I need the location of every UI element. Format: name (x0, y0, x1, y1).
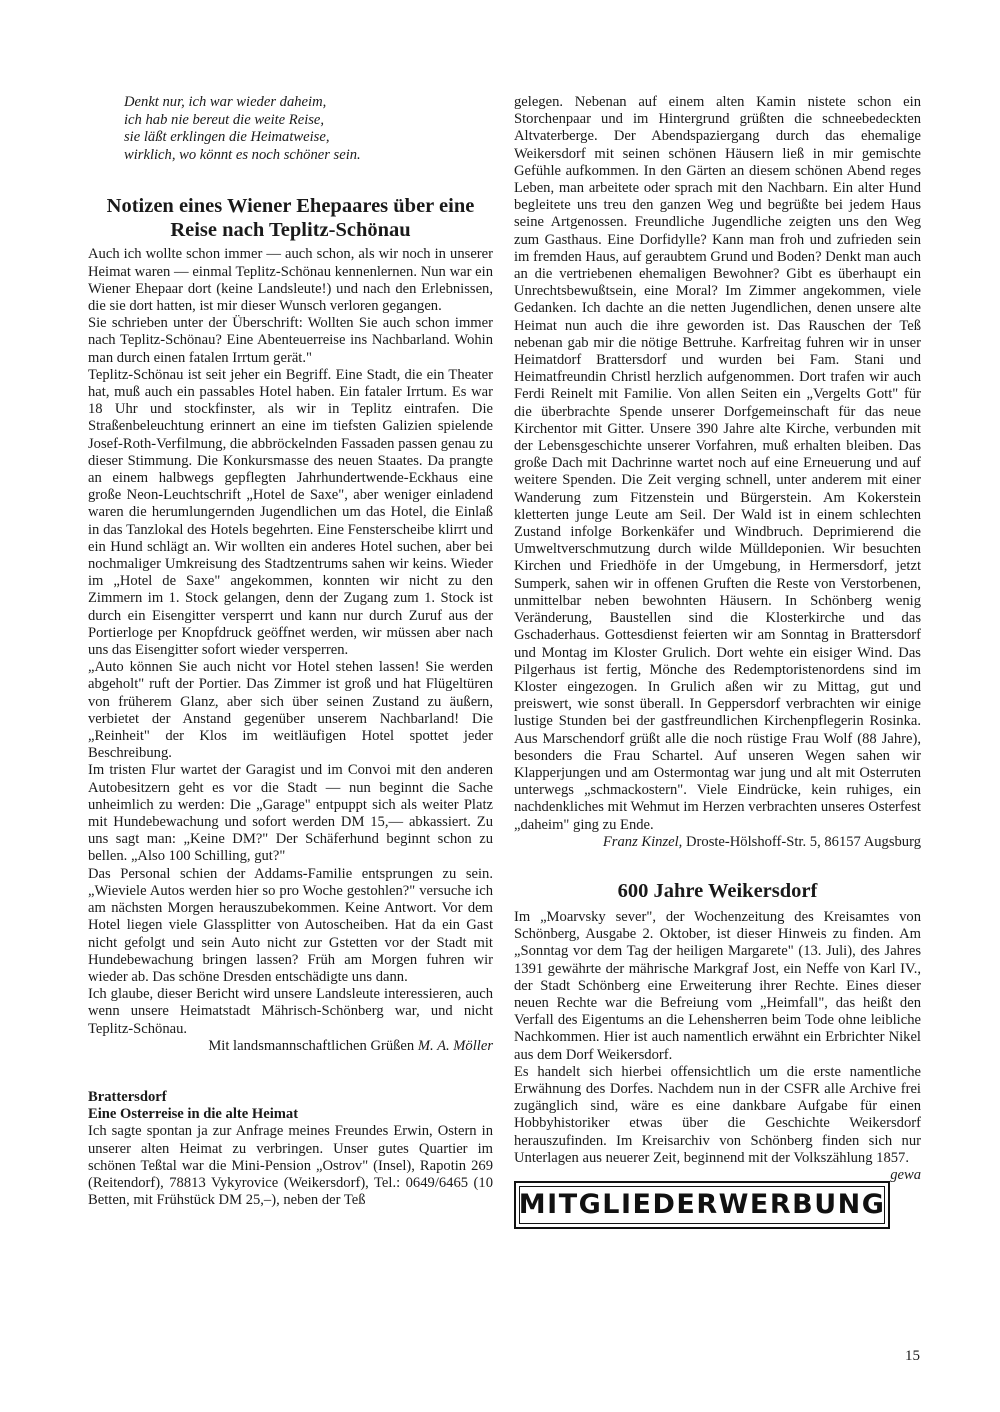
signature: gewa (890, 1166, 921, 1183)
paragraph: Ich sagte spontan ja zur Anfrage meines Freundes Erwin, Ostern in unserer alten Heimat zu verbringen. Unser gutes Quartier im schönen Teßtal war die Mini-Pension „Ostrov" (Insel), Rapotin 269 (Reitendorf), 78813 Vykyrovice (Weikersdorf), Tel.: 0649/6465 (10 Betten, mit Frühstück DM 25,–), neben der Teß (88, 1123, 493, 1209)
paragraph (514, 1063, 921, 1183)
signature-line (514, 834, 921, 851)
paragraph: Ich glaube, dieser Bericht wird unsere Landsleute interessieren, auch wenn unsere Heimatstadt Mährisch-Schönberg war, und nicht Teplitz-Schönau. (88, 986, 493, 1037)
title-line: Reise nach Teplitz-Schönau (170, 219, 411, 242)
membership-banner (514, 1181, 890, 1229)
paragraph: Das Personal schien der Addams-Familie entsprungen zu sein. „Wieviele Autos werden hier so pro Woche gestohlen?" versuche ich am nächsten Morgen herauszubekommen. Keine Antwort. Vor dem Hotel liegen viele Glassplitter von Autoscheiben. Hat da ein Gast nicht gefolgt und sein Auto nicht zur Gstetten vor der Stadt mit Hundebewachung bringen lassen? Früh am Morgen fuhren wir wieder ab. Das schöne Dresden entschädigte uns dann. (88, 865, 493, 985)
spacer (88, 1055, 493, 1089)
paragraph: Im „Moarvsky sever", der Wochenzeitung des Kreisamtes von Schönberg, Ausgabe 2. Oktober, ist dieser Hinweis zu finden. Am „Sonntag vor dem Tag der heiligen Margarete" (13. Juli), des Jahres 1391 gewährte der mährische Markgraf Jost, ein Neffe von Karl IV., der Stadt Schönberg eine Erweiterung ihrer Rechte. Eines dieser neuen Rechte war die Befreiung vom „Heimfall", das heißt den Verfall des Eigentums an die Lehensherren beim Tode ohne leibliche Nachkommen. Hier ist auch namentlich erwähnt ein Erbrichter Nikel aus dem Dorf Weikersdorf. (514, 908, 921, 1063)
paragraph: Teplitz-Schönau ist seit jeher ein Begriff. Eine Stadt, die ein Theater hat, muß auch ein passables Hotel haben. Ein fataler Irrtum. Es war 18 Uhr und stockfinster, als wir in Teplitz eintrafen. Die Straßenbeleuchtung erinnert an eine im tiefsten Galizien spielende Josef-Roth-Verfilmung, die abbröckelnden Fassaden passen genau zu dieser Stimmung. Die Konkursmasse des neuen Staates. Da prangte an einem halbwegs gepflegten Jahrhundertwende-Eckhaus eine große Neon-Leuchtschrift „Hotel de Saxe", aber weniger einladend waren die herumlungernden Jugendlichen um das Hotel, die Einlaß in das Tanzlokal des Hotels begehrten. Eine Fensterscheibe klirrt und ein Hund schlägt an. Wir wollten ein anderes Hotel suchen, aber bei nochmaliger Umkreisung des Stadtzentrums sahen wir keins. Wieder im „Hotel de Saxe" angekommen, konnten wir nicht zu den Zimmern im 1. Stock gelangen, denn der Zugang zum 1. Stock ist durch ein Eisengitter versperrt und kann nur durch Zuruf aus der Portierloge per Knopfdruck geöffnet werden, wir müssen aber nach uns das Eisengitter sofort wieder versperren. (88, 366, 493, 659)
paragraph: Im tristen Flur wartet der Garagist und im Convoi mit den anderen Autobesitzern geht es vor die Stadt — nun beginnt die Sache unheimlich zu werden: Die „Garage" entpuppt sich als weiter Platz mit Hundebewachung und sofort werden DM 15,— abkassiert. Zu uns sagt man: „Keine DM?" Der Schäferhund beginnt schon zu bellen. „Also 100 Schilling, gut?" (88, 762, 493, 865)
author-name: Franz Kinzel, (602, 833, 683, 850)
poem-line: ich hab nie bereut die weite Reise, (124, 111, 325, 128)
author-address: Droste-Hölshoff-Str. 5, 86157 Augsburg (686, 833, 921, 850)
section-heading-brattersdorf: Brattersdorf (88, 1088, 167, 1105)
poem (124, 94, 493, 164)
page-number: 15 (905, 1348, 920, 1364)
left-column (88, 94, 493, 1209)
author-name: M. A. Möller (417, 1037, 493, 1054)
section-subheading-osterreise: Eine Osterreise in die alte Heimat (88, 1106, 299, 1123)
right-column (514, 94, 921, 1229)
paragraph: „Auto können Sie auch nicht vor Hotel stehen lassen! Sie werden abgeholt" ruft der Portier. Das Zimmer ist groß und hat Flügeltüren von früherem Glanz, aber sich über seinen Zustand zu äußern, verbietet der Anstand gegenüber unserem Nachbarland! Die „Reinheit" der Klos im weitläufigen Hotel spottet jeder Beschreibung. (88, 659, 493, 762)
paragraph: Sie schrieben unter der Überschrift: Wollten Sie auch schon immer nach Teplitz-Schönau? Eine Abenteuerreise ins Nachbarland. Wohin man durch einen fatalen Irrtum gerät." (88, 315, 493, 366)
poem-line: Denkt nur, ich war wieder daheim, (124, 94, 327, 110)
paragraph: Auch ich wollte schon immer — auch schon, als wir noch in unserer Heimat waren — einmal Teplitz-Schönau kennenlernen. Nun war ein Wiener Ehepaar dort (keine Landsleute!) und nach den Erlebnissen, die sie dort hatten, ist mir dieser Wunsch verloren gegangen. (88, 246, 493, 314)
poem-line: sie läßt erklingen die Heimatweise, (124, 129, 330, 146)
signature-line (88, 1038, 493, 1055)
article-title-wiener-ehepaar (88, 194, 493, 242)
paragraph: gelegen. Nebenan auf einem alten Kamin nistete schon ein Storchenpaar und im Hintergrund grüßten die schneebedeckten Altvaterberge. Der Abendspaziergang durch das ehemalige Weikersdorf mit seinen schönen Häusern ließ in mir gemischte Gefühle aufkommen. In den Gärten an diesem schönen Abend reges Leben, man arbeitete oder sprach mit den Nachbarn. Ein alter Hund begleitete uns treu den ganzen Weg und begrüßte bei jedem Haus seine Artgenossen. Freundliche Jugendliche zeigten uns den Weg zum Gasthaus. Eine Dorfidylle? Kann man froh und zufrieden sein im fremden Haus, auf geraubtem Grund und Boden? Denkt man auch an die vertriebenen ehemaligen Bewohner? Gibt es überhaupt ein Unrechtsbewußtsein, eine Moral? Im Zimmer angekommen, viele Gedanken. Ich dachte an die netten Jugendlichen, denen unsere alte Heimat nun auch die ihre geworden ist. Das Rauschen der Teß nebenan gab mir die nötige Bettruhe. Karfreitag fuhren wir in unser Heimatdorf Brattersdorf und wurden bei Fam. Stani und Heimatfreundin Christl herzlich aufgenommen. Dort trafen wir auch Ferdi Reinelt mit Familie. Von allen Seiten ein „Vergelts Gott" für die überbrachte Spende unserer Dorfgemeinschaft für das neue Kirchentor mit Gitter. Unsere 390 Jahre alte Kirche, verbunden mit der Lebensgeschichte unserer Vorfahren, muß erhalten bleiben. Das große Dach mit Dachrinne wartet noch auf eine Erneuerung und auf weitere Spenden. Die Zeit verging schnell, unter anderem mit einer Wanderung zum Fitzenstein und Bürgerstein. Am Kokerstein kletterten junge Leute am Seil. Der Wald ist in einem schlechten Zustand infolge Borkenkäfer und Windbruch. Deprimierend die Umweltverschmutzung durch wilde Mülldeponien. Wir besuchten Kirchen und Friedhöfe in der Umgebung, in Hermersdorf, jetzt Sumperk, sahen wir in offenen Gruften die Reste von Verstorbenen, unmittelbar neben bewohnten Häusern. In Schönberg wenig Veränderung, Baustellen sind die Klosterkirche und das Gschaderhaus. Gottesdienst feierten wir am Sonntag in Brattersdorf und Montag im Kloster Grulich. Dort wehte ein eisiger Wind. Das Pilgerhaus ist fertig, Mönche des Redemptoristenordens sind im Kloster eingezogen. In Grulich aßen wir zu Mittag, gut und preiswert, wie sonst überall. In Geppersdorf verbrachten wir einige lustige Stunden bei der gastfreundlichen Kirchenpflegerin Rosinka. Aus Marschendorf grüßt alle die noch rüstige Frau Wolf (88 Jahre), besonders die Frau Schartel. Auf unseren Wegen sahen wir Klapperjungen und am Ostermontag war jung und alt mit Osterruten unterwegs „schmackostern". Viele Eindrücke, kein ruhiges, ein nachdenkliches mit Wehmut im Herzen verbrachten unseres Osterfest „daheim" ging zu Ende. (514, 94, 921, 833)
title-line: Notizen eines Wiener Ehepaares über eine (106, 195, 475, 218)
banner-text: MITGLIEDERWERBUNG (518, 1189, 886, 1221)
paragraph-text: Es handelt sich hierbei offensichtlich um die erste namentliche Erwähnung des Dorfes. Nachdem nun in der CSFR alle Archive frei zugänglich sind, wäre es eine dankbare Aufgabe für einen Hobbyhistoriker etwas über die Geschichte Weikersdorf herauszufinden. Im Kreisarchiv von Schönberg finden sich nur Unterlagen aus neuerer Zeit, beginnend mit der Volkszählung 1857. (514, 1063, 921, 1166)
article-title-weikersdorf: 600 Jahre Weikersdorf (617, 879, 818, 902)
closing-text: Mit landsmannschaftlichen Grüßen (208, 1037, 415, 1054)
poem-line: wirklich, wo könnt es noch schöner sein. (124, 146, 361, 163)
